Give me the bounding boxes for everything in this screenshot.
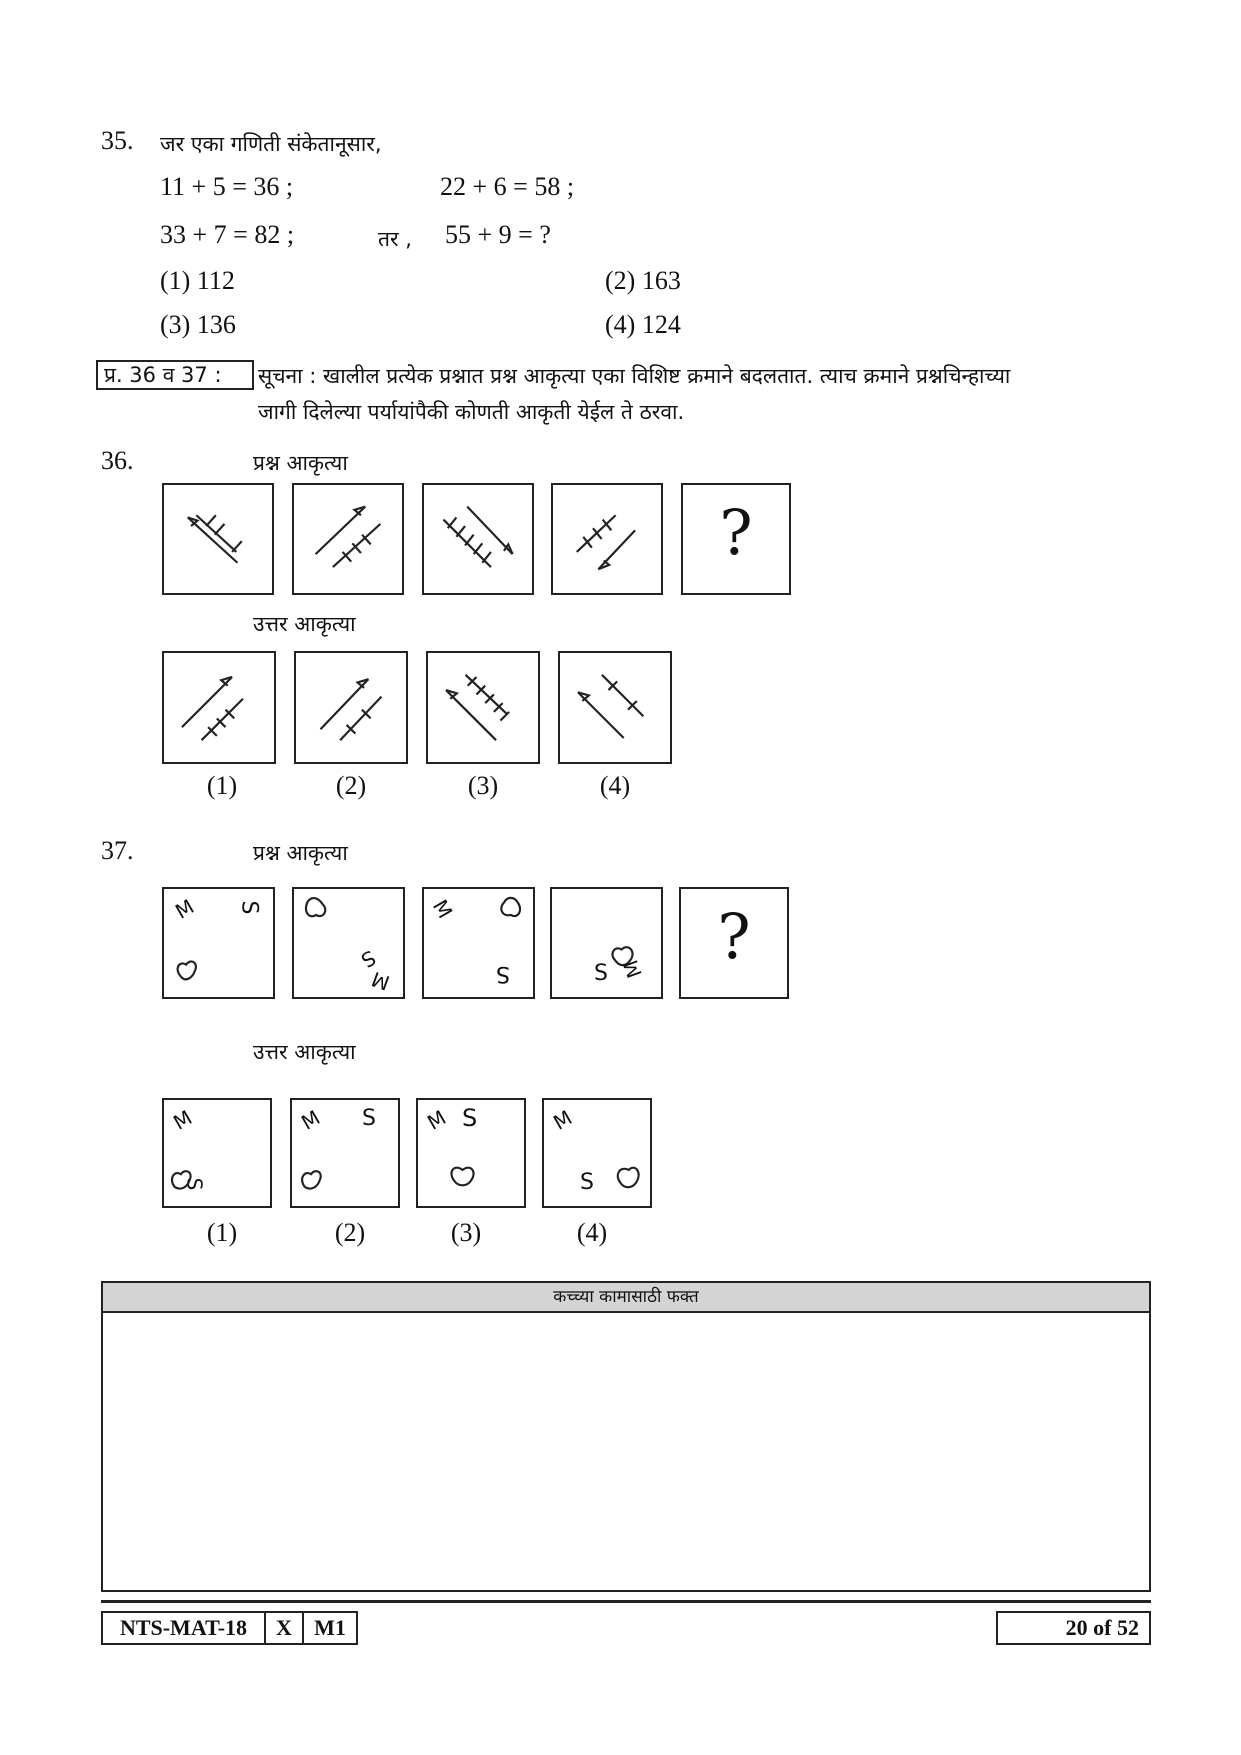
q37-ao1-heart	[164, 1100, 270, 1206]
q36-option-label-2: (2)	[335, 771, 367, 800]
q35-eq2: 22 + 6 = 58 ;	[440, 172, 575, 201]
q37-ao2-m: M	[297, 1105, 325, 1135]
q36-answer-option-2[interactable]	[294, 651, 408, 764]
q35-option-2[interactable]: (2) 163	[605, 266, 681, 295]
q37-question-figure-2	[292, 887, 405, 999]
q37-question-figures-label: प्रश्न आकृत्या	[253, 841, 348, 865]
q35-stem: जर एका गणिती संकेतानूसार,	[160, 132, 382, 156]
q37-option-label-3: (3)	[450, 1218, 482, 1247]
q35-option-4[interactable]: (4) 124	[605, 310, 681, 339]
footer-divider	[101, 1600, 1151, 1603]
q37-answer-option-3[interactable]	[416, 1098, 526, 1208]
q37-ao4-s: S	[580, 1170, 594, 1195]
q37-ao3-m: M	[423, 1105, 451, 1135]
q37-ao3-s: S	[462, 1104, 478, 1132]
q37-ao3-heart	[418, 1100, 524, 1206]
q37-qf1-m: M	[171, 894, 199, 924]
q36-answer-option-4[interactable]	[558, 651, 672, 764]
q36-qf1-drawing	[164, 485, 272, 593]
q37-ao2-s: S	[362, 1106, 376, 1131]
instruction-line1: सूचना : खालील प्रत्येक प्रश्नात प्रश्न आकृत्या एका विशिष्ट क्रमाने बदलतात. त्याच क्रमाने प्रश्नचिन्हाच्या	[258, 364, 1011, 388]
q37-number: 37.	[101, 836, 134, 865]
q37-question-mark: ?	[717, 900, 751, 973]
q37-qf2-s: S	[356, 945, 380, 973]
q35-option-1[interactable]: (1) 112	[160, 266, 235, 295]
q36-option-label-4: (4)	[599, 771, 631, 800]
q37-qf3-m: M	[427, 895, 458, 923]
q36-option-label-3: (3)	[467, 771, 499, 800]
q36-option-label-1: (1)	[206, 771, 238, 800]
q36-ao4-drawing	[560, 653, 670, 762]
q36-ao1-drawing	[164, 653, 274, 762]
q37-qf4-m: M	[618, 956, 647, 982]
q37-question-figure-4	[550, 887, 663, 999]
q37-qf3-heart	[424, 889, 533, 997]
q37-qf1-s: S	[236, 900, 262, 915]
q36-ao3-drawing	[428, 653, 538, 762]
q35-eq4: 55 + 9 = ?	[445, 220, 551, 249]
footer-class: X	[266, 1611, 304, 1645]
q37-qf3-s: S	[496, 961, 510, 986]
rough-work-heading: कच्च्या कामासाठी फक्त	[103, 1283, 1149, 1313]
footer-medium: M1	[304, 1611, 358, 1645]
q36-qf3-drawing	[424, 485, 532, 593]
q36-question-figure-1	[162, 483, 274, 595]
q37-option-label-1: (1)	[206, 1218, 238, 1247]
q36-ao2-drawing	[296, 653, 406, 762]
q36-answer-option-3[interactable]	[426, 651, 540, 764]
q37-option-label-4: (4)	[576, 1218, 608, 1247]
q37-qf4-heart	[552, 889, 661, 997]
q36-question-figure-5	[681, 483, 791, 595]
q37-question-figure-5	[679, 887, 789, 999]
q37-ao2-heart	[292, 1100, 398, 1206]
q37-qf4-s: S	[594, 961, 608, 986]
q37-qf1-heart	[164, 889, 273, 997]
footer-code: NTS-MAT-18	[101, 1611, 266, 1645]
rough-work-area	[101, 1281, 1151, 1592]
q36-qf4-drawing	[553, 485, 661, 593]
q37-option-label-2: (2)	[334, 1218, 366, 1247]
q37-ao1-s: S	[182, 1177, 207, 1191]
q35-eq3: 33 + 7 = 82 ;	[160, 220, 295, 249]
q36-answer-option-1[interactable]	[162, 651, 276, 764]
q37-answer-figures-label: उत्तर आकृत्या	[253, 1040, 356, 1064]
q37-question-figure-3	[422, 887, 535, 999]
q37-answer-option-2[interactable]	[290, 1098, 400, 1208]
q36-question-figures-label: प्रश्न आकृत्या	[253, 451, 348, 475]
q35-then: तर ,	[378, 227, 412, 251]
q36-qf2-drawing	[294, 485, 402, 593]
q36-question-figure-2	[292, 483, 404, 595]
q35-option-3[interactable]: (3) 136	[160, 310, 236, 339]
q36-question-mark: ?	[719, 496, 753, 569]
q37-qf2-m: M	[368, 966, 393, 996]
q37-ao4-m: M	[549, 1105, 577, 1135]
q36-question-figure-3	[422, 483, 534, 595]
q35-eq1: 11 + 5 = 36 ;	[160, 172, 294, 201]
q36-question-figure-4	[551, 483, 663, 595]
q37-ao4-heart	[544, 1100, 650, 1206]
q37-answer-option-1[interactable]	[162, 1098, 272, 1208]
instruction-line2: जागी दिलेल्या पर्यायांपैकी कोणती आकृती येईल ते ठरवा.	[258, 400, 685, 424]
q35-number: 35.	[101, 126, 134, 155]
q37-question-figure-1	[162, 887, 275, 999]
q36-number: 36.	[101, 446, 134, 475]
q37-ao1-m: M	[169, 1105, 197, 1135]
q37-answer-option-4[interactable]	[542, 1098, 652, 1208]
footer-page: 20 of 52	[996, 1611, 1151, 1645]
instruction-label: प्र. 36 व 37 :	[96, 360, 254, 390]
q36-answer-figures-label: उत्तर आकृत्या	[253, 612, 356, 636]
